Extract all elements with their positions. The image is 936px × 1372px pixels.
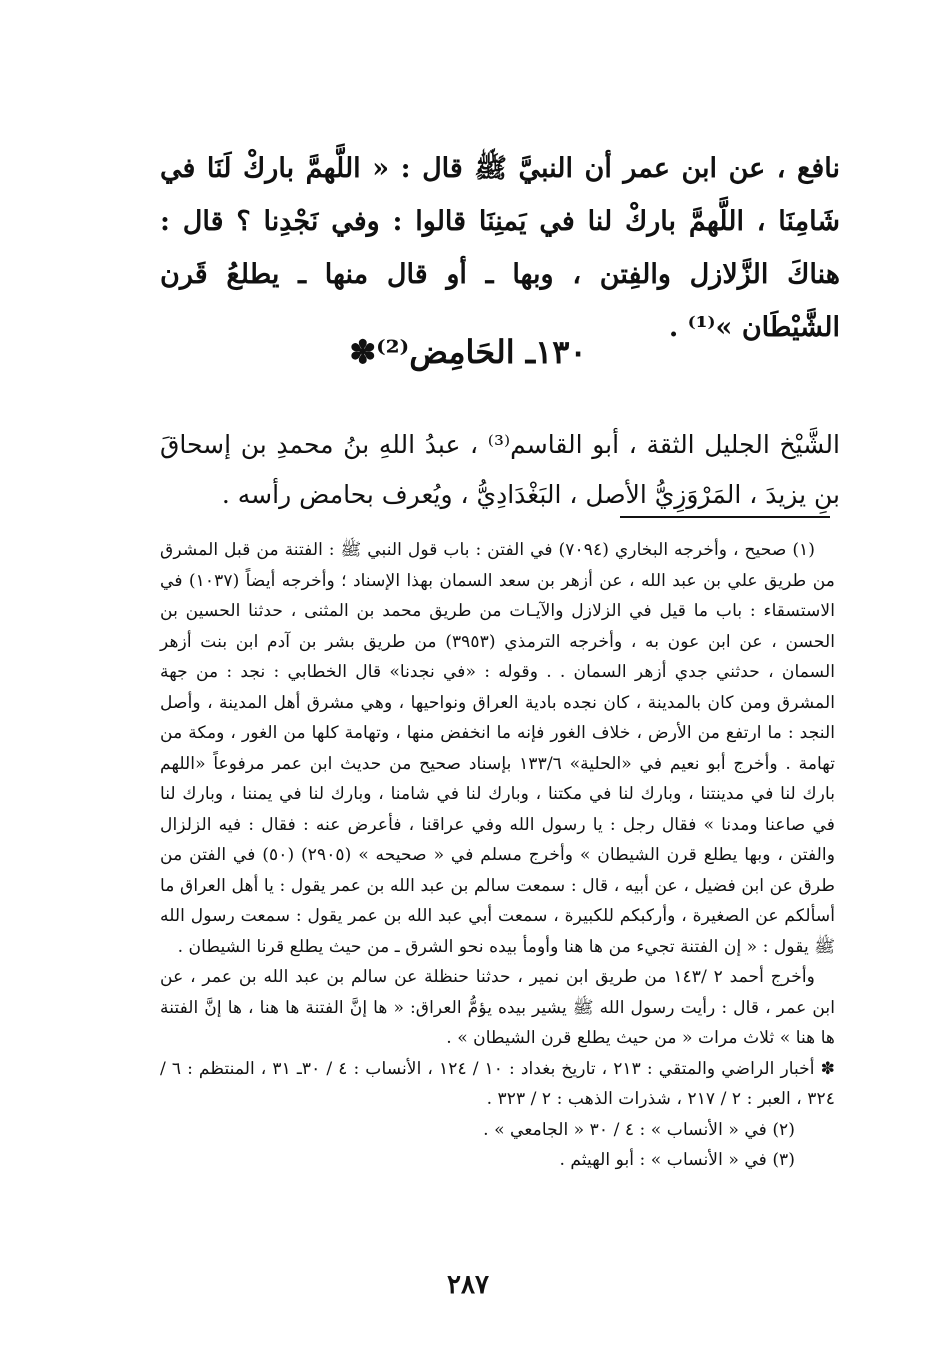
biography-heading: ١٣٠ـ الحَامِض⁽²⁾✽ [349,333,587,371]
hadith-paragraph: نافع ، عن ابن عمر أن النبيَّ ﷺ قال : « اللَّهمَّ باركْ لَنَا في شَامِنَا ، اللَّهمَّ باركْ لنا في يَمنِنَا قالوا : وفي نَجْدِنا ؟ قال : هناكَ الزَّلازل والفِتن ، وبها ـ أو قال منها ـ يطلعُ قَرن الشَّيْطَان »⁽¹⁾ . [160,153,840,343]
biography-paragraph: الشَّيْخ الجليل الثقة ، أبو القاسم⁽³⁾ ، عبدُ اللهِ بنُ محمدِ بن إسحاقَ بنِ يزيدَ ، المَرْوَزِيُّ الأصل ، البَغْدَادِيُّ ، ويُعرف بحامض رأسه . [160,430,840,509]
footnote-divider [620,516,830,518]
footnote-2: (٢) في « الأنساب » : ٤ / ٣٠ « الجامعي » . [483,1119,795,1140]
footnote-1: (١) صحيح ، وأخرجه البخاري (٧٠٩٤) في الفتن : باب قول النبي ﷺ : الفتنة من قبل المشرق من طريق علي بن عبد الله ، عن أزهر بن سعد السمان بهذا الإسناد ؛ وأخرجه أيضاً (١٠٣٧) في الاستسقاء : باب ما قيل في الزلازل والآيـات من طريق محمد بن المثنى ، حدثنا الحسين بن الحسن ، عن ابن عون به ، وأخرجه الترمذي (٣٩٥٣) من طريق بشر بن آدم ابن بنت أزهر السمان ، حدثني جدي أزهر السمان . . وقوله : «في نجدنا» قال الخطابي : نجد : من جهة المشرق ومن كان بالمدينة ، كان نجده بادية العراق ونواحيها ، وهي مشرق أهل المدينة ، وأصل النجد : ما ارتفع من الأرض ، خلاف الغور فإنه ما انخفض منها ، وتهامة كلها من الغور ، ومكة من تهامة . وأخرج أبو نعيم في «الحلية» ١٣٣/٦ بإسناد صحيح من حديث ابن عمر مرفوعاً «اللهم بارك لنا في مدينتنا ، وبارك لنا في مكتنا ، وبارك لنا في شامنا ، وبارك لنا في يمننا ، وبارك لنا في صاعنا ومدنا » فقال رجل : يا رسول الله وفي عراقنا ، فأعرض عنه : فقال : فيه الزلزال والفتن ، وبها يطلع قرن الشيطان » وأخرج مسلم في « صحيحه » (٢٩٠٥) (٥٠) في الفتن من طرق عن ابن فضيل ، عن أبيه ، قال : سمعت سالم بن عبد الله بن عمر يقول : يا أهل العراق ما أسألكم عن الصغيرة ، وأركبكم للكبيرة ، سمعت أبي عبد الله بن عمر يقول : سمعت رسول الله ﷺ يقول : « إن الفتنة تجيء من ها هنا وأومأ بيده نحو الشرق ـ من حيث يطلع قرنا الشيطان . [160,540,835,957]
footnotes-section [160,535,835,1176]
footnote-3: (٣) في « الأنساب » : أبو الهيثم . [559,1150,795,1170]
page-number: ٢٨٧ [447,1270,489,1300]
footnote-1-continued: وأخرج أحمد ٢ /١٤٣ من طريق ابن نمير ، حدثنا حنظلة عن سالم بن عبد الله بن عمر ، عن ابن عمر ، قال : رأيت رسول الله ﷺ يشير بيده يؤمُّ العراق: « ها إنَّ الفتنة ها هنا ، ها إنَّ الفتنة ها هنا » ثلاث مرات « من حيث يطلع قرن الشيطان » . [160,967,835,1048]
footnote-sources: ✽ أخبار الراضي والمتقي : ٢١٣ ، تاريخ بغداد : ١٠ / ١٢٤ ، الأنساب : ٤ / ٣٠ـ ٣١ ، المنتظم : ٦ / ٣٢٤ ، العبر : ٢ / ٢١٧ ، شذرات الذهب : ٢ / ٣٢٣ . [160,1058,835,1109]
